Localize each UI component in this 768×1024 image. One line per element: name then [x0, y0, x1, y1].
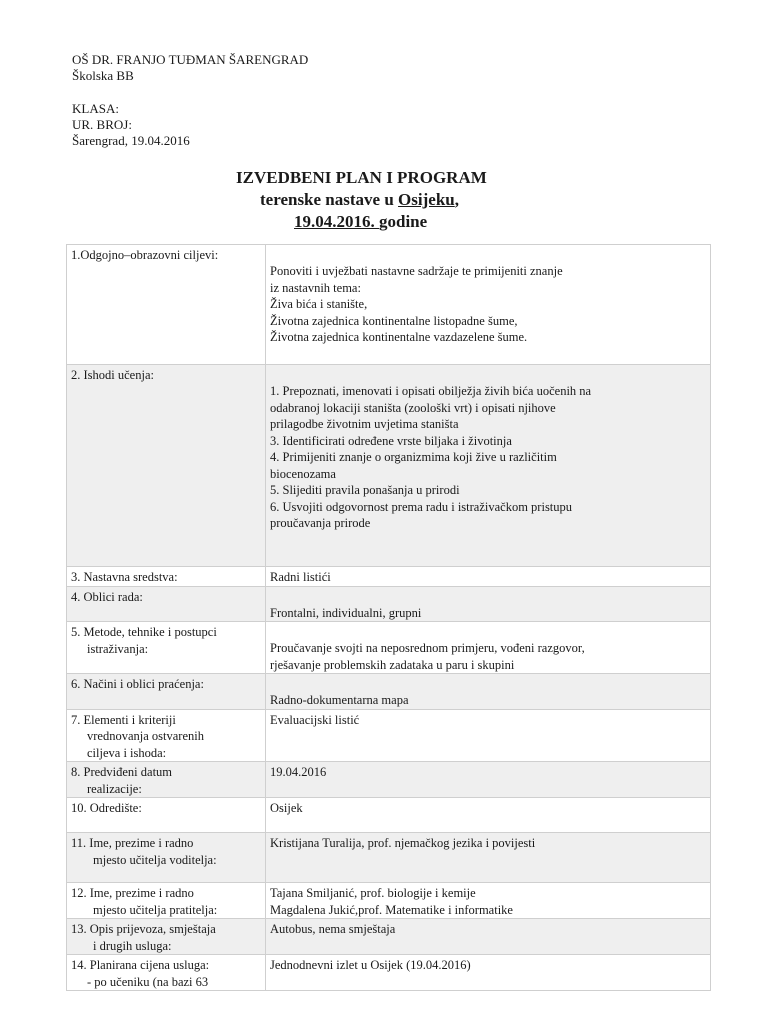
value-line: 3. Identificirati određene vrste biljaka i životinja [270, 433, 512, 448]
row-label [67, 622, 266, 674]
row-value [266, 833, 711, 883]
value-line: Životna zajednica kontinentalne vazdazelene šume. [270, 330, 528, 344]
value-line: 5. Slijediti pravila ponašanja u prirodi [270, 483, 460, 497]
row-value [266, 365, 711, 567]
table-row [67, 833, 711, 883]
value-line: Osijek [270, 801, 303, 815]
value-line: Živa bića i stanište, [270, 297, 368, 311]
value-line: 6. Usvojiti odgovornost prema radu i istraživačkom pristupu [270, 499, 573, 514]
label-line: 7. Elementi i kriteriji [71, 712, 176, 727]
row-label [67, 567, 266, 587]
label-line: 4. Oblici rada: [71, 589, 143, 604]
row-value [266, 245, 711, 365]
row-value [266, 883, 711, 919]
table-row [67, 955, 711, 991]
row-label [67, 365, 266, 567]
row-label [67, 709, 266, 762]
value-line: odabranoj lokaciji staništa (zoološki vrt) i opisati njihove [270, 400, 556, 415]
school-address: Školska BB [72, 68, 134, 83]
label-line: 11. Ime, prezime i radno [71, 836, 194, 850]
title-line-3-suffix: godine [379, 212, 428, 231]
value-line: Evaluacijski listić [270, 712, 360, 727]
plan-table [66, 244, 711, 991]
label-line: 13. Opis prijevoza, smještaja [71, 922, 216, 936]
value-line: proučavanja prirode [270, 516, 371, 530]
label-line: 3. Nastavna sredstva: [71, 570, 178, 584]
label-line: mjesto učitelja voditelja: [93, 852, 217, 867]
row-label [67, 674, 266, 710]
label-line: 5. Metode, tehnike i postupci [71, 625, 217, 639]
klasa-label: KLASA: [72, 101, 119, 116]
place-date: Šarengrad, 19.04.2016 [72, 133, 190, 148]
row-label [67, 919, 266, 955]
row-value [266, 622, 711, 674]
label-line: mjesto učitelja pratitelja: [93, 902, 218, 917]
label-line: 14. Planirana cijena usluga: [71, 958, 210, 972]
label-line: 1.Odgojno–obrazovni ciljevi: [71, 248, 219, 262]
label-line: 6. Načini i oblici praćenja: [71, 677, 204, 691]
row-label [67, 762, 266, 798]
value-line: Autobus, nema smještaja [270, 922, 396, 936]
label-line: 12. Ime, prezime i radno [71, 886, 194, 900]
value-line: Frontalni, individualni, grupni [270, 605, 422, 620]
row-label [67, 586, 266, 622]
school-name: OŠ DR. FRANJO TUĐMAN ŠARENGRAD [72, 52, 309, 67]
row-label [67, 955, 266, 991]
title-line-2 [260, 188, 459, 211]
title-line-3 [294, 210, 427, 233]
value-line: Tajana Smiljanić, prof. biologije i kemije [270, 886, 476, 900]
table-row [67, 586, 711, 622]
title-place: Osijeku [398, 190, 455, 209]
table-row [67, 883, 711, 919]
table-row [67, 798, 711, 833]
school-header [72, 52, 308, 149]
table-row [67, 674, 711, 710]
label-line: 8. Predviđeni datum [71, 765, 173, 779]
value-line: Radno-dokumentarna mapa [270, 693, 409, 707]
value-line: 4. Primijeniti znanje o organizmima koji žive u različitim [270, 450, 557, 464]
label-line: 10. Odredište: [71, 801, 142, 815]
value-line: Kristijana Turalija, prof. njemačkog jezika i povijesti [270, 836, 536, 850]
row-label [67, 245, 266, 365]
row-label [67, 833, 266, 883]
row-value [266, 798, 711, 833]
value-line: Proučavanje svojti na neposrednom primjeru, vođeni razgovor, [270, 641, 585, 655]
row-value [266, 674, 711, 710]
table-row [67, 762, 711, 798]
value-line: Magdalena Jukić,prof. Matematike i informatike [270, 902, 513, 917]
value-line: prilagodbe životnim uvjetima staništa [270, 417, 459, 431]
label-line: 2. Ishodi učenja: [71, 368, 154, 382]
table-row [67, 245, 711, 365]
title-line-1: IZVEDBENI PLAN I PROGRAM [236, 168, 487, 187]
row-value [266, 709, 711, 762]
row-value [266, 567, 711, 587]
row-label [67, 883, 266, 919]
value-line: rješavanje problemskih zadataka u paru i skupini [270, 657, 515, 672]
label-line: - po učeniku (na bazi 63 [87, 974, 209, 989]
row-value [266, 586, 711, 622]
value-line: Jednodnevni izlet u Osijek (19.04.2016) [270, 958, 471, 972]
label-line: realizacije: [87, 781, 142, 796]
title-line-2-prefix: terenske nastave u [260, 190, 399, 209]
value-line: 19.04.2016 [270, 765, 327, 779]
label-line: i drugih usluga: [93, 938, 172, 953]
row-value [266, 919, 711, 955]
table-row [67, 365, 711, 567]
value-line: biocenozama [270, 466, 336, 481]
table-row [67, 622, 711, 674]
value-line: Radni listići [270, 570, 331, 584]
value-line: Životna zajednica kontinentalne listopadne šume, [270, 313, 518, 328]
title-date: 19.04.2016. [294, 212, 379, 231]
row-value [266, 762, 711, 798]
label-line: ciljeva i ishoda: [87, 745, 167, 760]
table-row [67, 919, 711, 955]
row-label [67, 798, 266, 833]
value-line: 1. Prepoznati, imenovati i opisati obilježja živih bića uočenih na [270, 384, 592, 398]
ur-broj-label: UR. BROJ: [72, 117, 132, 132]
title-line-2-suffix: , [454, 190, 459, 209]
value-line: Ponoviti i uvježbati nastavne sadržaje te primijeniti znanje [270, 264, 563, 278]
label-line: vrednovanja ostvarenih [87, 729, 204, 743]
value-line: iz nastavnih tema: [270, 280, 361, 295]
row-value [266, 955, 711, 991]
table-row [67, 567, 711, 587]
table-row [67, 709, 711, 762]
label-line: istraživanja: [87, 641, 149, 656]
